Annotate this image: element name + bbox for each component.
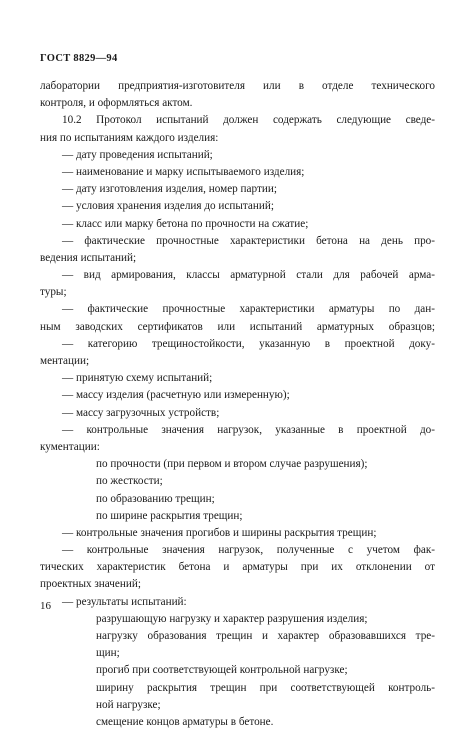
text-line: ширину раскрытия трещин при соответствующей контроль- [96, 681, 435, 694]
text-line: — фактические прочностные характеристики бетона на день про- [62, 234, 435, 247]
text-line: — вид армирования, классы арматурной стали для рабочей арма- [62, 269, 435, 282]
text-line: щин; [96, 647, 120, 660]
text-line: — контрольные значения нагрузок, указанные в проектной до- [62, 423, 435, 436]
text-line: ния по испытаниям каждого изделия: [40, 131, 219, 144]
text-line: — наименование и марку испытываемого изделия; [62, 165, 305, 178]
text-line: — контрольные значения нагрузок, полученные с учетом фак- [62, 544, 435, 557]
text-line: — массу изделия (расчетную или измеренную); [62, 389, 290, 402]
text-line: смещение концов арматуры в бетоне. [96, 715, 274, 728]
text-line: разрушающую нагрузку и характер разрушения изделия; [96, 612, 368, 625]
text-line: по ширине раскрытия трещин; [96, 509, 243, 522]
text-line: туры; [40, 286, 67, 299]
text-line: — класс или марку бетона по прочности на сжатие; [62, 217, 309, 230]
text-line: — условия хранения изделия до испытаний; [62, 200, 274, 213]
text-line: — категорию трещиностойкости, указанную в проектной доку- [62, 337, 435, 350]
text-line: — дату проведения испытаний; [62, 148, 213, 161]
text-line: — фактические прочностные характеристики арматуры по дан- [62, 303, 435, 316]
text-line: нагрузку образования трещин и характер образовавшихся тре- [96, 630, 435, 642]
text-line: проектных значений; [40, 578, 141, 591]
text-line: по прочности (при первом и втором случае разрушения); [96, 458, 368, 471]
text-line: по жесткости; [96, 475, 163, 488]
text-line: по образованию трещин; [96, 492, 215, 505]
body-text [40, 78, 435, 731]
page-header-standard-code: ГОСТ 8829—94 [40, 53, 118, 64]
text-line: — контрольные значения прогибов и ширины раскрытия трещин; [62, 526, 377, 539]
text-line: лаборатории предприятия-изготовителя или в отделе технического [40, 80, 435, 92]
text-line: контроля, и оформляться актом. [40, 97, 193, 110]
text-line: — результаты испытаний: [62, 595, 187, 608]
text-line: прогиб при соответствующей контрольной нагрузке; [96, 664, 348, 677]
text-line: — массу загрузочных устройств; [62, 406, 220, 419]
text-line: ментации; [40, 355, 90, 367]
text-line: тических характеристик бетона и арматуры при их отклонении от [40, 561, 435, 574]
text-line: ной нагрузке; [96, 698, 161, 711]
text-line: ным заводских сертификатов или испытаний арматурных образцов; [40, 320, 435, 333]
text-line: кументации: [40, 440, 100, 453]
text-line: ведения испытаний; [40, 251, 137, 264]
text-line: — дату изготовления изделия, номер партии; [62, 183, 277, 196]
text-line: 10.2 Протокол испытаний должен содержать следующие сведе- [62, 114, 435, 127]
text-line: — принятую схему испытаний; [62, 372, 213, 385]
page-number: 16 [40, 600, 51, 612]
